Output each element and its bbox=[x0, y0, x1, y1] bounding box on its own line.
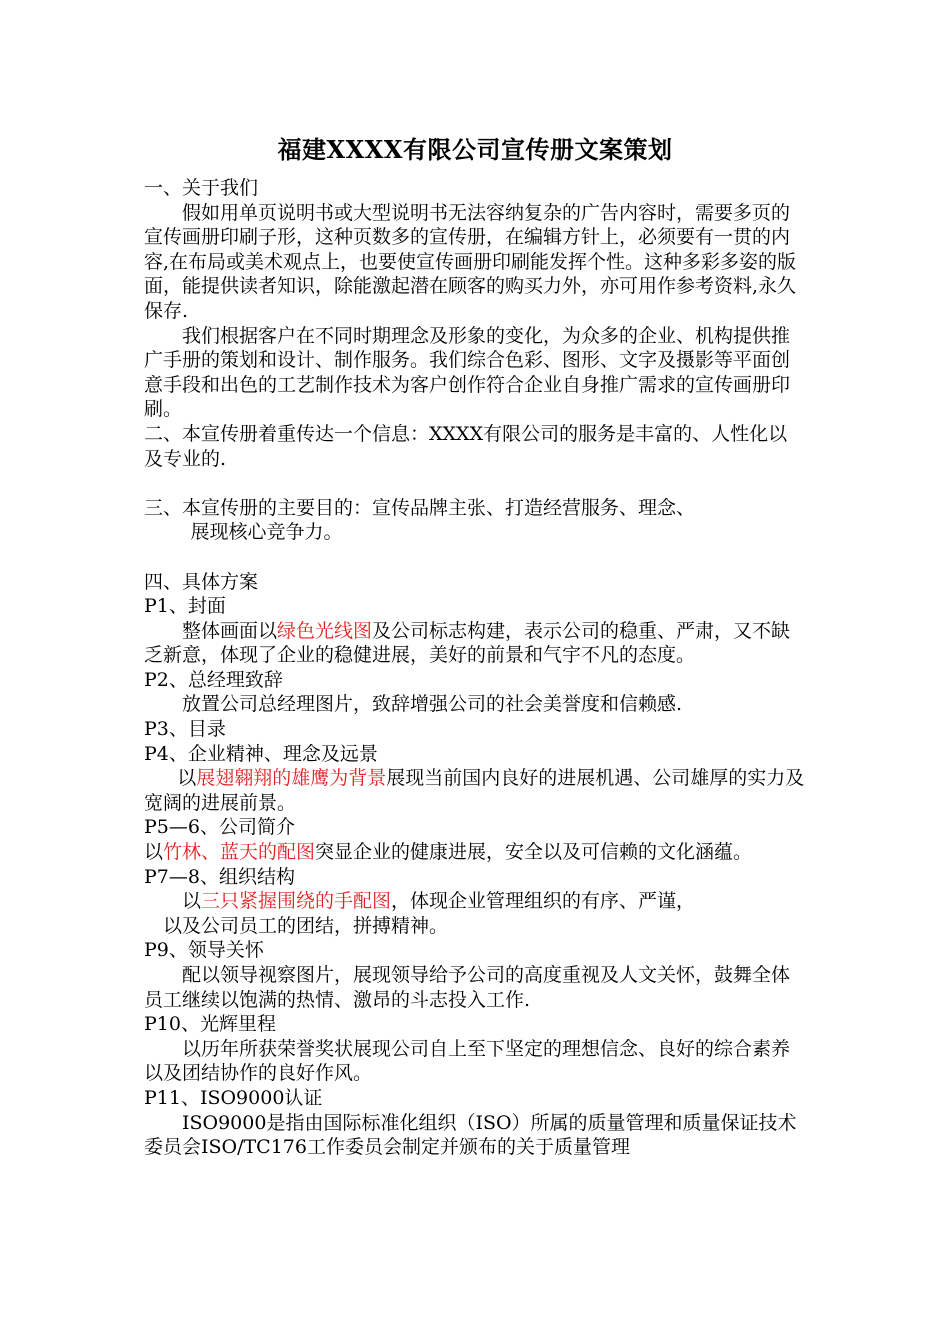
text-run: ，体现企业管理组织的有序、严谨， bbox=[391, 890, 696, 913]
page-heading-p4: P4、企业精神、理念及远景 bbox=[144, 742, 378, 765]
text-run: 以 bbox=[177, 767, 197, 790]
paragraph-about-1: 假如用单页说明书或大型说明书无法容纳复杂的广告内容时，需要多页的宣传画册印刷子形，这种页数多的宣传册，在编辑方针上，必须要有一贯的内容,在布局或美术观点上，也要使宣传画册印刷能发挥个性。这种多彩多姿的版面，能提供读者知识，除能激起潜在顾客的购买力外，亦可用作参考资料,永久保存. bbox=[144, 201, 797, 322]
text-run: 以 bbox=[182, 890, 202, 913]
page-heading-p5: P5—6、公司简介 bbox=[144, 816, 295, 839]
highlight-text: 展翅翱翔的雄鹰为背景 bbox=[196, 767, 387, 790]
highlight-text: 绿色光线图 bbox=[277, 619, 373, 642]
page-heading-p1: P1、封面 bbox=[144, 595, 226, 618]
section-purpose-continued: 展现核心竞争力。 bbox=[190, 521, 343, 544]
section-message: 二、本宣传册着重传达一个信息：XXXX有限公司的服务是丰富的、人性化以及专业的. bbox=[144, 422, 788, 470]
page-heading-p2: P2、总经理致辞 bbox=[144, 668, 283, 691]
page-heading-p11: P11、ISO9000认证 bbox=[144, 1086, 323, 1109]
section-heading-plan: 四、具体方案 bbox=[144, 570, 259, 593]
text-run: 整体画面以 bbox=[182, 619, 278, 642]
highlight-text: 竹林、蓝天的配图 bbox=[163, 841, 316, 864]
document-title: 福建XXXX有限公司宣传册文案策划 bbox=[277, 135, 673, 164]
section-purpose: 三、本宣传册的主要目的：宣传品牌主张、打造经营服务、理念、 bbox=[144, 496, 696, 519]
page-heading-p3: P3、目录 bbox=[144, 718, 226, 741]
spacer bbox=[144, 471, 806, 496]
paragraph-about-2: 我们根据客户在不同时期理念及形象的变化，为众多的企业、机构提供推广手册的策划和设计、制作服务。我们综合色彩、图形、文字及摄影等平面创意手段和出色的工艺制作技术为客户创作符合企业自身推广需求的宣传画册印刷。 bbox=[144, 324, 791, 421]
text-run: 以 bbox=[144, 841, 164, 864]
document-page bbox=[144, 134, 806, 1160]
text-run: 及公司标志构建，表示公司的稳重、严肃，又不缺乏新意，体现了企业的稳健进展，美好的前景和气宇不凡的态度。 bbox=[144, 619, 791, 667]
paragraph-p11: ISO9000是指由国际标准化组织（ISO）所属的质量管理和质量保证技术委员会ISO/TC176工作委员会制定并颁布的关于质量管理 bbox=[144, 1111, 797, 1159]
paragraph-p4 bbox=[144, 766, 806, 815]
paragraph-p7-continued: 以及公司员工的团结，拼搏精神。 bbox=[163, 914, 449, 937]
paragraph-p9: 配以领导视察图片，展现领导给予公司的高度重视及人文关怀，鼓舞全体员工继续以饱满的热情、激昂的斗志投入工作. bbox=[144, 964, 791, 1011]
text-run: 展现当前国内良好的进展机遇、公司雄厚的实力及宽阔的进展前景。 bbox=[144, 767, 805, 814]
page-heading-p7: P7—8、组织结构 bbox=[144, 865, 295, 888]
page-heading-p9: P9、领导关怀 bbox=[144, 939, 264, 962]
highlight-text: 三只紧握围绕的手配图 bbox=[201, 890, 392, 913]
section-heading-about: 一、关于我们 bbox=[144, 177, 259, 199]
paragraph-p5 bbox=[144, 840, 806, 865]
paragraph-p1 bbox=[144, 619, 806, 668]
paragraph-p10: 以历年所获荣誉奖状展现公司自上至下坚定的理想信念、良好的综合素养以及团结协作的良好作风。 bbox=[144, 1037, 791, 1085]
paragraph-p2: 放置公司总经理图片，致辞增强公司的社会美誉度和信赖感. bbox=[182, 693, 683, 716]
paragraph-p7 bbox=[144, 889, 806, 914]
spacer bbox=[144, 545, 806, 570]
text-run: 突显企业的健康进展，安全以及可信赖的文化涵蕴。 bbox=[315, 841, 753, 864]
page-heading-p10: P10、光辉里程 bbox=[144, 1013, 276, 1036]
